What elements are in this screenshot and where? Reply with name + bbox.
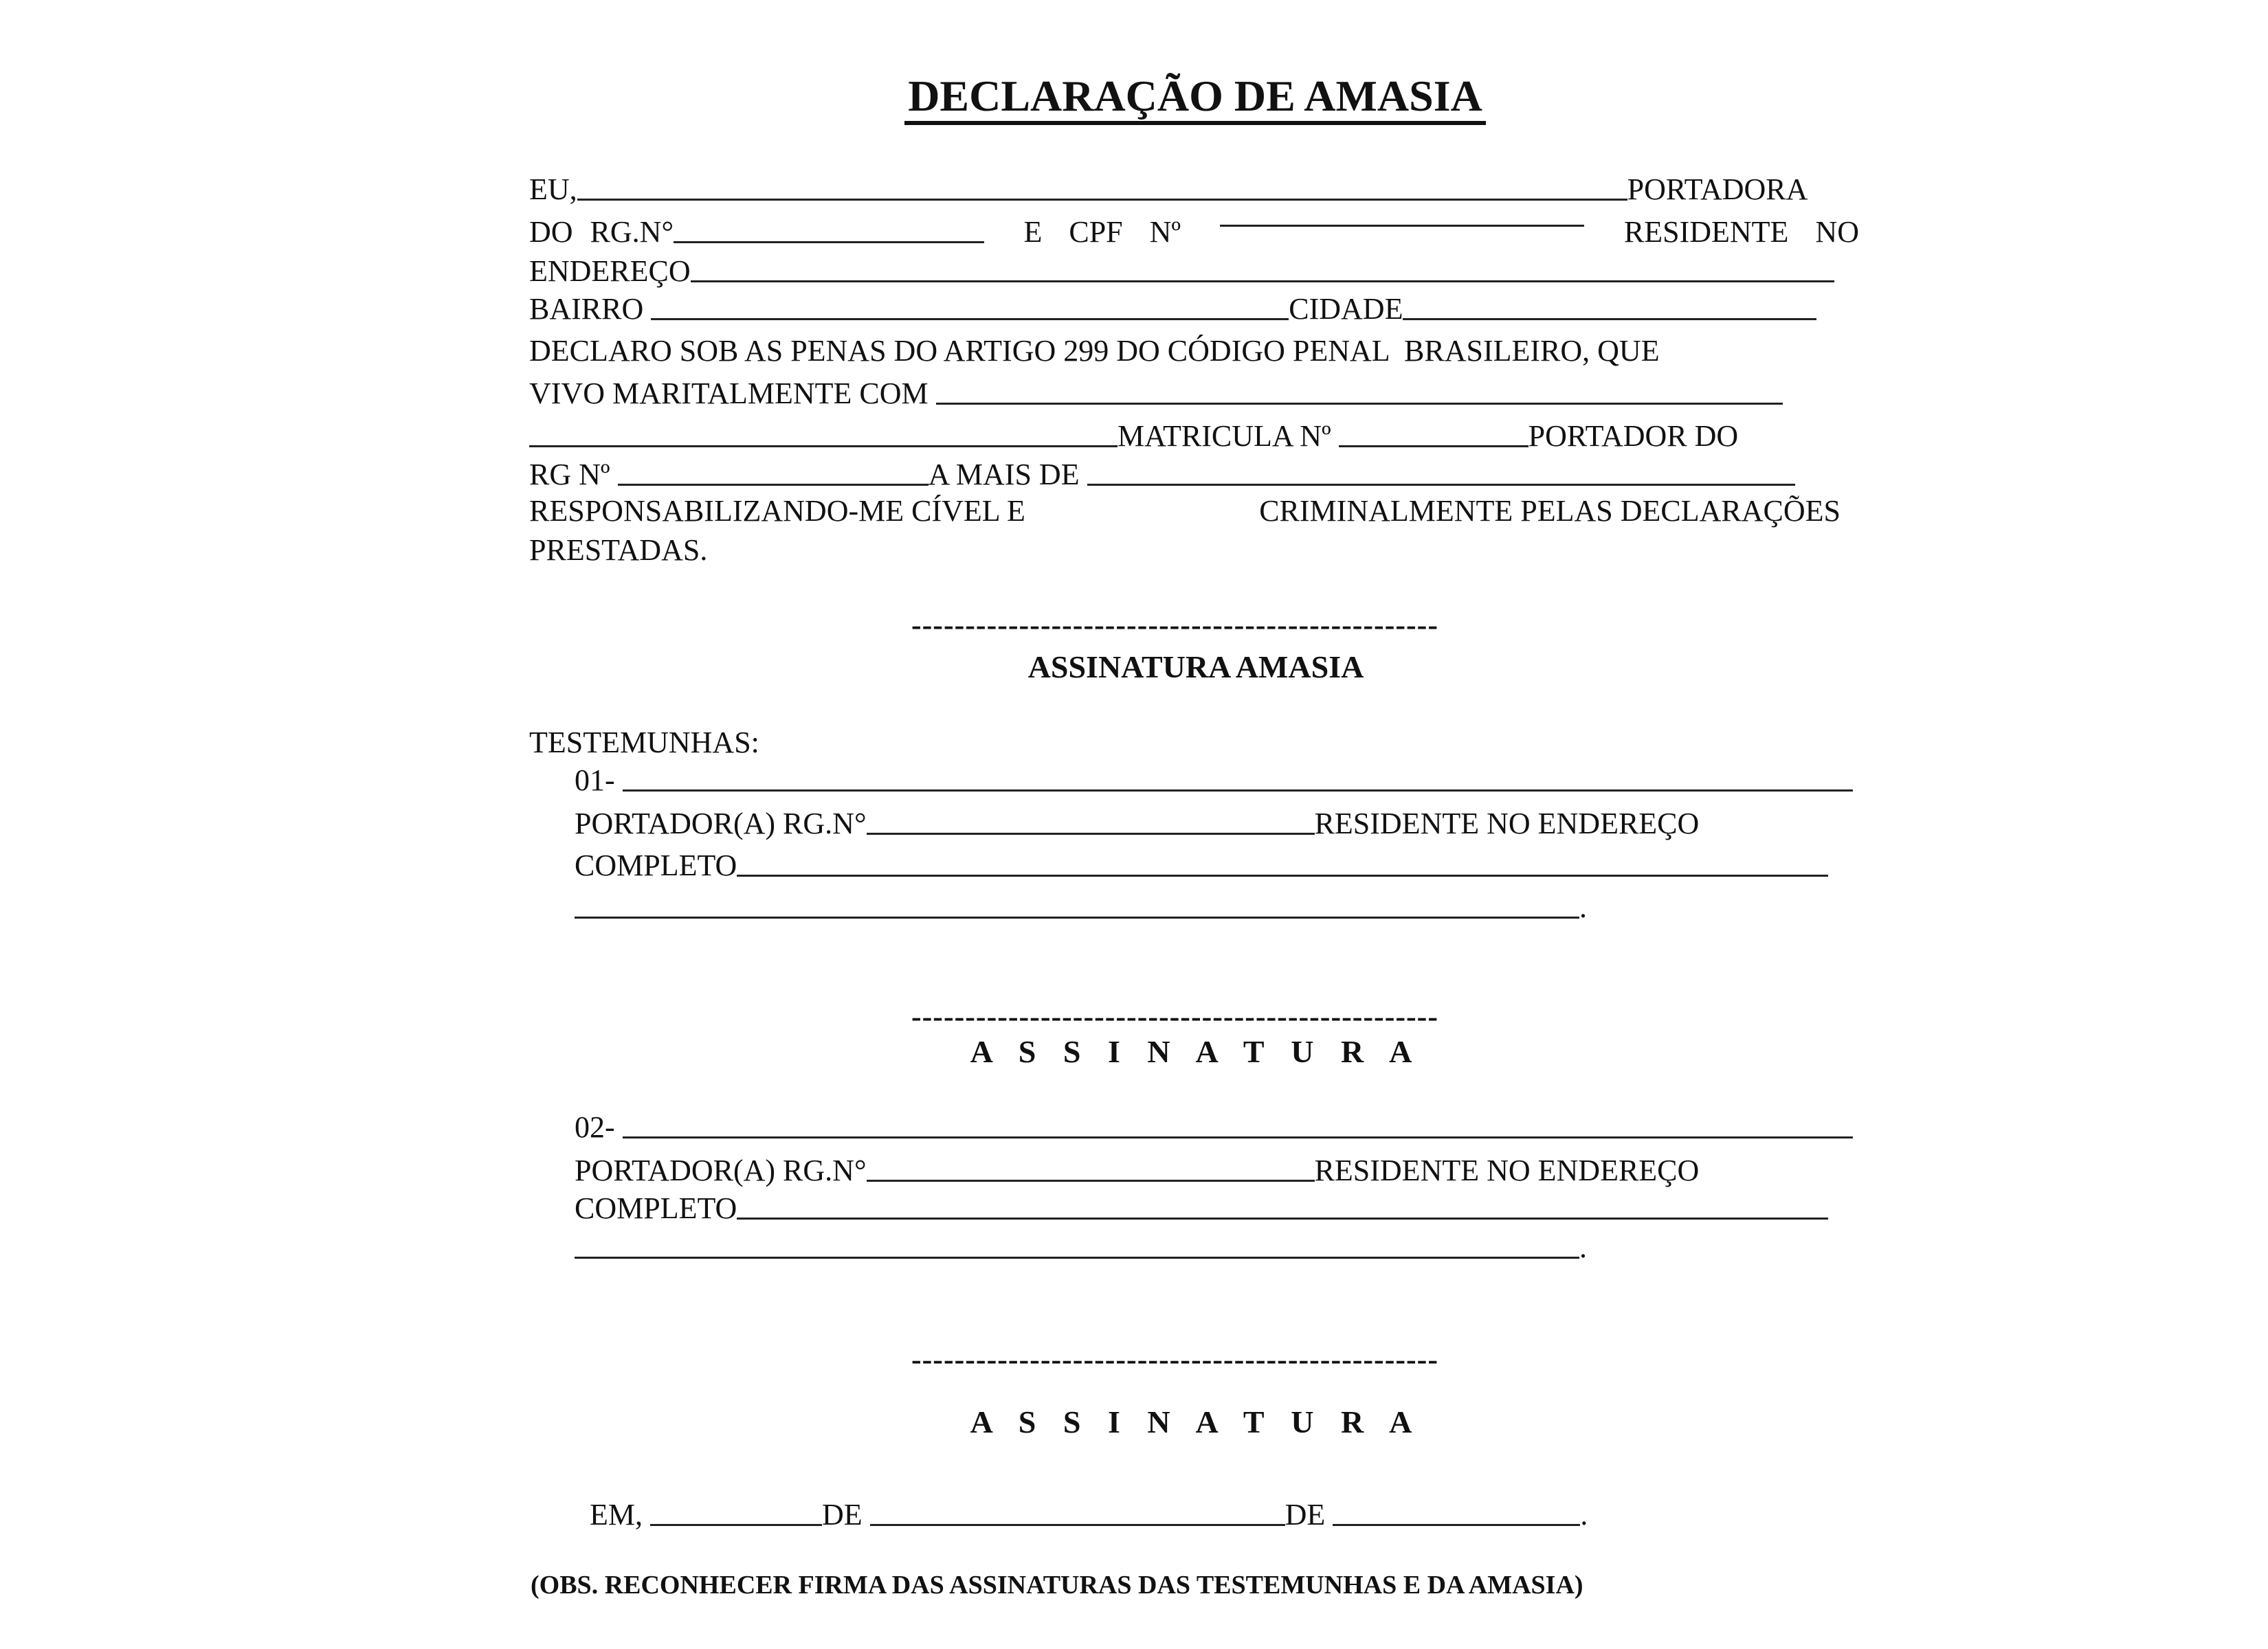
label-bairro: BAIRRO [529,292,644,326]
signature-label-witness-2: A S S I N A T U R A [970,1404,1422,1439]
label-cidade: CIDADE [1289,292,1403,326]
line-bairro [529,294,1816,324]
signature-label-amasia: ASSINATURA AMASIA [1027,649,1364,684]
signature-line-amasia: ------------------------------------------------- [911,608,1438,642]
document-title: DECLARAÇÃO DE AMASIA [904,74,1486,125]
field-rg-companheiro[interactable] [618,483,929,486]
witness-1-end-period: . [1579,890,1587,924]
label-residente-no: RESIDENTE NO [1623,215,1859,249]
witness-2-residente-label: RESIDENTE NO ENDEREÇO [1314,1154,1700,1187]
line-rg-cpf [529,217,1859,247]
witness-2-rg-line [575,1156,1699,1186]
witness-1-portador-label: PORTADOR(A) RG.N° [575,807,867,840]
label-matricula: MATRICULA Nº [1118,419,1331,453]
line-responsabilizando [529,496,1841,526]
date-de-label-1: DE [822,1498,863,1532]
label-eu: EU, [529,172,577,206]
witness-2-address-field[interactable] [737,1217,1828,1220]
witness-2-completo-line [575,1193,1828,1224]
field-companheiro-cont[interactable] [529,445,1118,447]
witness-1-completo-line [575,851,1828,881]
label-do-rg: DO RG.N° [529,215,674,249]
witness-1-completo-label: COMPLETO [575,849,737,882]
field-cpf[interactable] [1220,224,1584,227]
field-bairro[interactable] [651,317,1289,320]
field-rg[interactable] [674,240,984,243]
signature-label-witness-1: A S S I N A T U R A [970,1034,1422,1069]
line-eu [529,172,1808,206]
witness-2-end-period: . [1579,1231,1587,1264]
label-e-cpf: E CPF Nº [1023,215,1181,249]
obs-note: (OBS. RECONHECER FIRMA DAS ASSINATURAS DAS TESTEMUNHAS E DA AMASIA) [531,1571,1583,1600]
witness-1-name-field[interactable] [623,789,1853,792]
field-name[interactable] [577,198,1627,201]
witness-2-rg-field[interactable] [867,1179,1315,1182]
witness-1-number: 01- [575,763,615,797]
witness-2-address-cont-line [575,1233,1587,1263]
witness-2-completo-label: COMPLETO [575,1191,737,1225]
line-endereco [529,256,1834,287]
label-vivo: VIVO MARITALMENTE COM [529,377,929,410]
date-month-field[interactable] [870,1523,1285,1526]
witness-1-address-cont-field[interactable] [575,916,1579,919]
date-line [590,1500,1588,1530]
date-em-label: EM, [590,1498,643,1532]
witness-1-name-line [575,765,1853,796]
text-prestadas: PRESTADAS. [529,533,708,567]
date-day-field[interactable] [650,1523,822,1526]
text-responsabilizando-a: RESPONSABILIZANDO-ME CÍVEL E [529,494,1025,528]
witness-1-address-cont-line [575,890,1587,924]
line-declaro [529,336,1660,366]
witness-2-name-line [575,1112,1853,1143]
witness-1-address-field[interactable] [737,874,1828,877]
label-portadora: PORTADORA [1627,172,1808,206]
line-vivo [529,379,1783,409]
field-companheiro[interactable] [936,402,1783,405]
line-rg-mais [529,460,1795,490]
text-declaro: DECLARO SOB AS PENAS DO ARTIGO 299 DO CÓDIGO PENAL BRASILEIRO, QUE [529,334,1660,368]
date-de-label-2: DE [1285,1498,1326,1532]
witness-2-name-field[interactable] [623,1136,1853,1138]
field-matricula[interactable] [1339,445,1528,447]
line-prestadas [529,535,707,565]
field-endereco[interactable] [691,280,1834,282]
text-responsabilizando-b: CRIMINALMENTE PELAS DECLARAÇÕES [1259,494,1841,528]
witness-1-rg-field[interactable] [867,832,1315,835]
witness-2-number: 02- [575,1110,615,1144]
label-portador-do: PORTADOR DO [1528,419,1739,453]
witness-1-rg-line [575,809,1699,839]
signature-line-witness-2: ------------------------------------------------- [911,1343,1438,1376]
line-matricula [529,421,1738,451]
label-rg-no: RG Nº [529,458,610,491]
witness-2-portador-label: PORTADOR(A) RG.N° [575,1154,867,1187]
witness-2-address-cont-field[interactable] [575,1256,1579,1259]
date-year-field[interactable] [1333,1523,1580,1526]
field-cidade[interactable] [1403,317,1816,320]
field-tempo[interactable] [1087,483,1795,486]
label-endereco: ENDEREÇO [529,254,691,288]
signature-line-witness-1: ------------------------------------------------- [911,1000,1438,1033]
witness-1-residente-label: RESIDENTE NO ENDEREÇO [1314,807,1700,840]
witnesses-label: TESTEMUNHAS: [529,726,759,759]
label-a-mais-de: A MAIS DE [928,458,1080,491]
date-end-period: . [1580,1498,1588,1532]
